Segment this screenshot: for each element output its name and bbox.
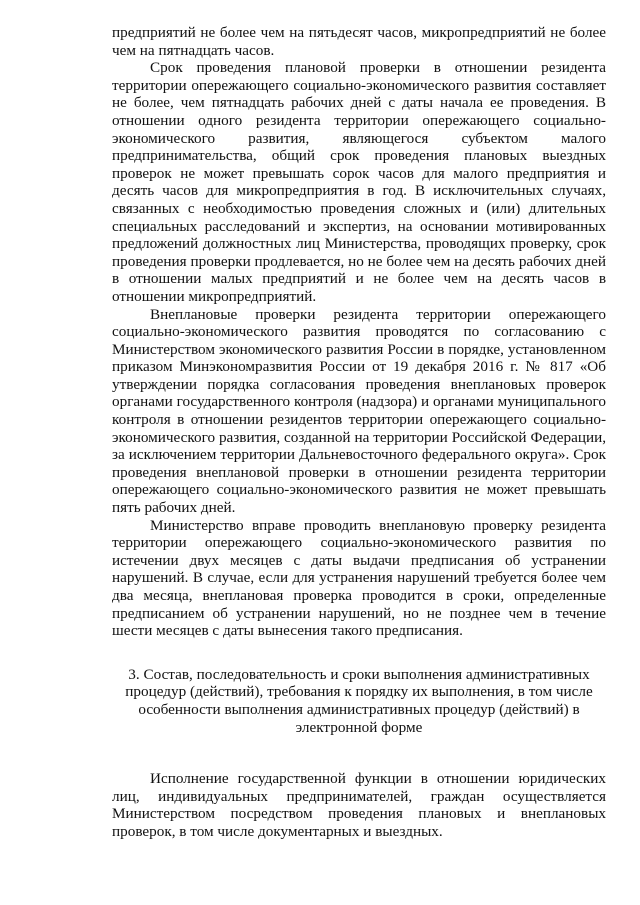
paragraph-ministry-rights: Министерство вправе проводить внеплановую проверку резидента территории опережающего социально-экономического развития по истечении двух месяцев с даты выдачи предписания об устранении нарушений. В случае, если для устранения нарушений требуется более чем два месяца, внеплановая проверка проводится в сроки, определенные предписанием об устранении нарушений, но не позднее чем в течение шести месяцев с даты вынесения такого предписания.: [112, 516, 606, 640]
paragraph-unscheduled-inspections: Внеплановые проверки резидента территории опережающего социально-экономического развития проводятся по согласованию с Министерством экономического развития России в порядке, установленном приказом Минэкономразвития России от 19 декабря 2016 г. № 817 «Об утверждении порядка согласования проведения внеплановых проверок органами государственного контроля (надзора) и органами муниципального контроля в отношении резидентов территории опережающего социально-экономического развития, созданной на территории Российской Федерации, за исключением территории Дальневосточного федерального округа». Срок проведения внеплановой проверки в отношении резидента территории опережающего социально-экономического развития не может превышать пять рабочих дней.: [112, 305, 606, 517]
paragraph-planned-inspection-term: Срок проведения плановой проверки в отношении резидента территории опережающего социально-экономического развития составляет не более, чем пятнадцать рабочих дней с даты начала ее проведения. В отношении одного резидента территории опережающего социально-экономического развития, являющегося субъектом малого предпринимательства, общий срок проведения плановых выездных проверок не может превышать сорок часов для малого предприятия и десять часов для микропредприятия в год. В исключительных случаях, связанных с необходимостью проведения сложных и (или) длительных специальных расследований и экспертиз, на основании мотивированных предложений должностных лиц Министерства, проводящих проверку, срок проведения проверки продлевается, но не более чем на десять рабочих дней в отношении малых предприятий и не более чем на десять часов в отношении микропредприятий.: [112, 59, 606, 305]
paragraph-function-execution: Исполнение государственной функции в отношении юридических лиц, индивидуальных предпринимателей, граждан осуществляется Министерством посредством проведения плановых и внеплановых проверок, в том числе документарных и выездных.: [112, 770, 606, 840]
paragraph-continuation: предприятий не более чем на пятьдесят часов, микропредприятий не более чем на пятнадцать часов.: [112, 24, 606, 59]
section-heading: 3. Состав, последовательность и сроки выполнения административных процедур (действий), требования к порядку их выполнения, в том числе особенности выполнения административных процедур (действий) в электронной форме: [125, 665, 593, 736]
